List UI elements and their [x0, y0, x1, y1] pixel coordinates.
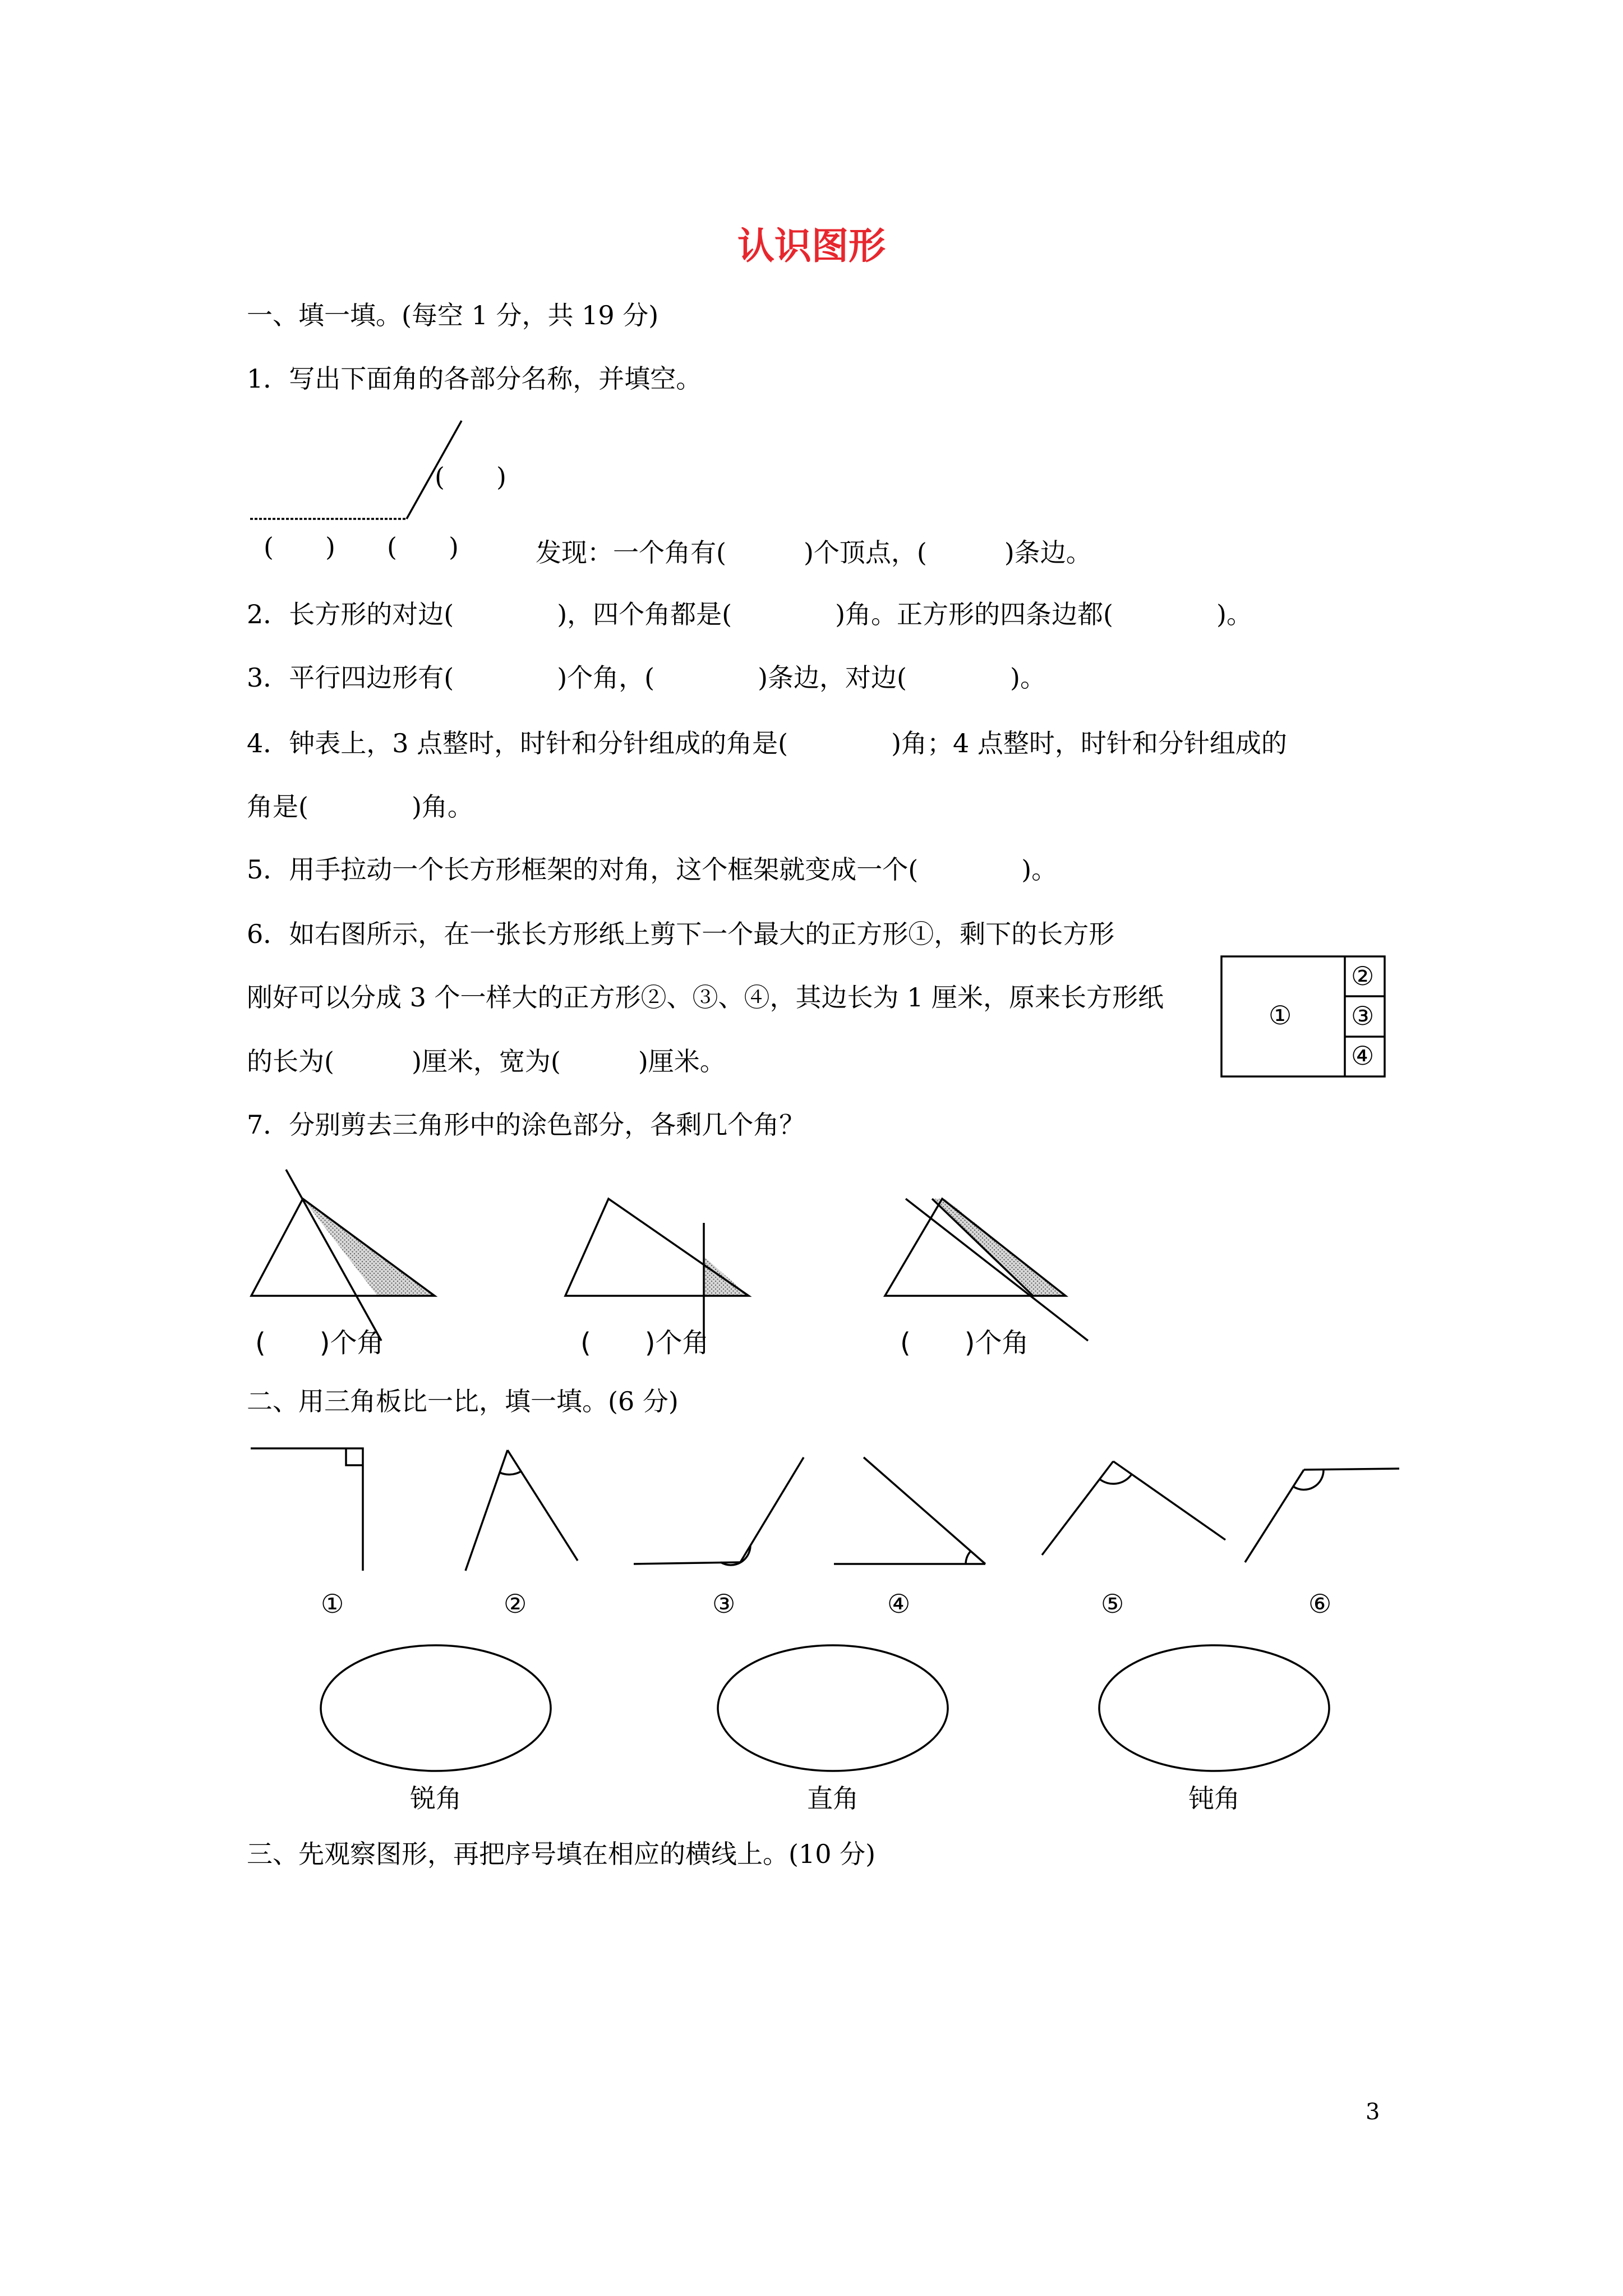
q4-text-line2: 角是( )角。	[247, 792, 473, 822]
page-title: 认识图形	[737, 224, 886, 268]
q4-text-line1: 4．钟表上，3 点整时，时针和分针组成的角是( )角；4 点整时，时针和分针组成的	[247, 728, 1287, 758]
q5-text: 5．用手拉动一个长方形框架的对角，这个框架就变成一个( )。	[247, 854, 1058, 885]
angle-label-5: ⑤	[1101, 1589, 1124, 1619]
angle-label-4: ④	[887, 1589, 911, 1619]
category-obtuse-label: 钝角	[1188, 1783, 1240, 1814]
q6-square-4-label: ④	[1351, 1041, 1375, 1071]
q7-text: 7．分别剪去三角形中的涂色部分，各剩几个角？	[247, 1110, 805, 1140]
q1-blank-mid: ( )	[387, 532, 459, 562]
category-acute-label: 锐角	[410, 1783, 462, 1814]
q7-answer-3: ( )个角	[900, 1327, 1029, 1359]
q1-text: 1．写出下面角的各部分名称，并填空。	[247, 364, 702, 394]
q6-text-line2: 刚好可以分成 3 个一样大的正方形②、③、④，其边长为 1 厘米，原来长方形纸	[247, 982, 1164, 1013]
q6-square-3-label: ③	[1351, 1001, 1375, 1031]
q6-text-line1: 6．如右图所示，在一张长方形纸上剪下一个最大的正方形①，剩下的长方形	[247, 919, 1115, 949]
section3-heading: 三、先观察图形，再把序号填在相应的横线上。(10 分)	[247, 1839, 876, 1869]
q6-square-1-label: ①	[1269, 1000, 1292, 1030]
angle-label-6: ⑥	[1308, 1589, 1332, 1619]
section2-heading: 二、用三角板比一比，填一填。(6 分)	[247, 1386, 679, 1416]
q6-square-2-label: ②	[1351, 961, 1375, 991]
q1-blank-left: ( )	[264, 532, 335, 562]
category-right-label: 直角	[807, 1783, 859, 1814]
angle-label-1: ①	[321, 1589, 344, 1619]
q2-text: 2．长方形的对边( )，四个角都是( )角。正方形的四条边都( )。	[247, 599, 1252, 629]
q1-blank-top: ( )	[435, 462, 506, 492]
q3-text: 3．平行四边形有( )个角，( )条边，对边( )。	[247, 662, 1046, 693]
angle-label-2: ②	[504, 1589, 527, 1619]
page-number: 3	[1366, 2099, 1380, 2125]
q7-answer-2: ( )个角	[580, 1327, 709, 1359]
angle-label-3: ③	[712, 1589, 736, 1619]
section1-heading: 一、填一填。(每空 1 分，共 19 分)	[247, 300, 659, 330]
q1-discovery: 发现：一个角有( )个顶点，( )条边。	[536, 537, 1092, 568]
q6-text-line3: 的长为( )厘米，宽为( )厘米。	[247, 1046, 726, 1076]
q7-answer-1: ( )个角	[255, 1327, 384, 1359]
